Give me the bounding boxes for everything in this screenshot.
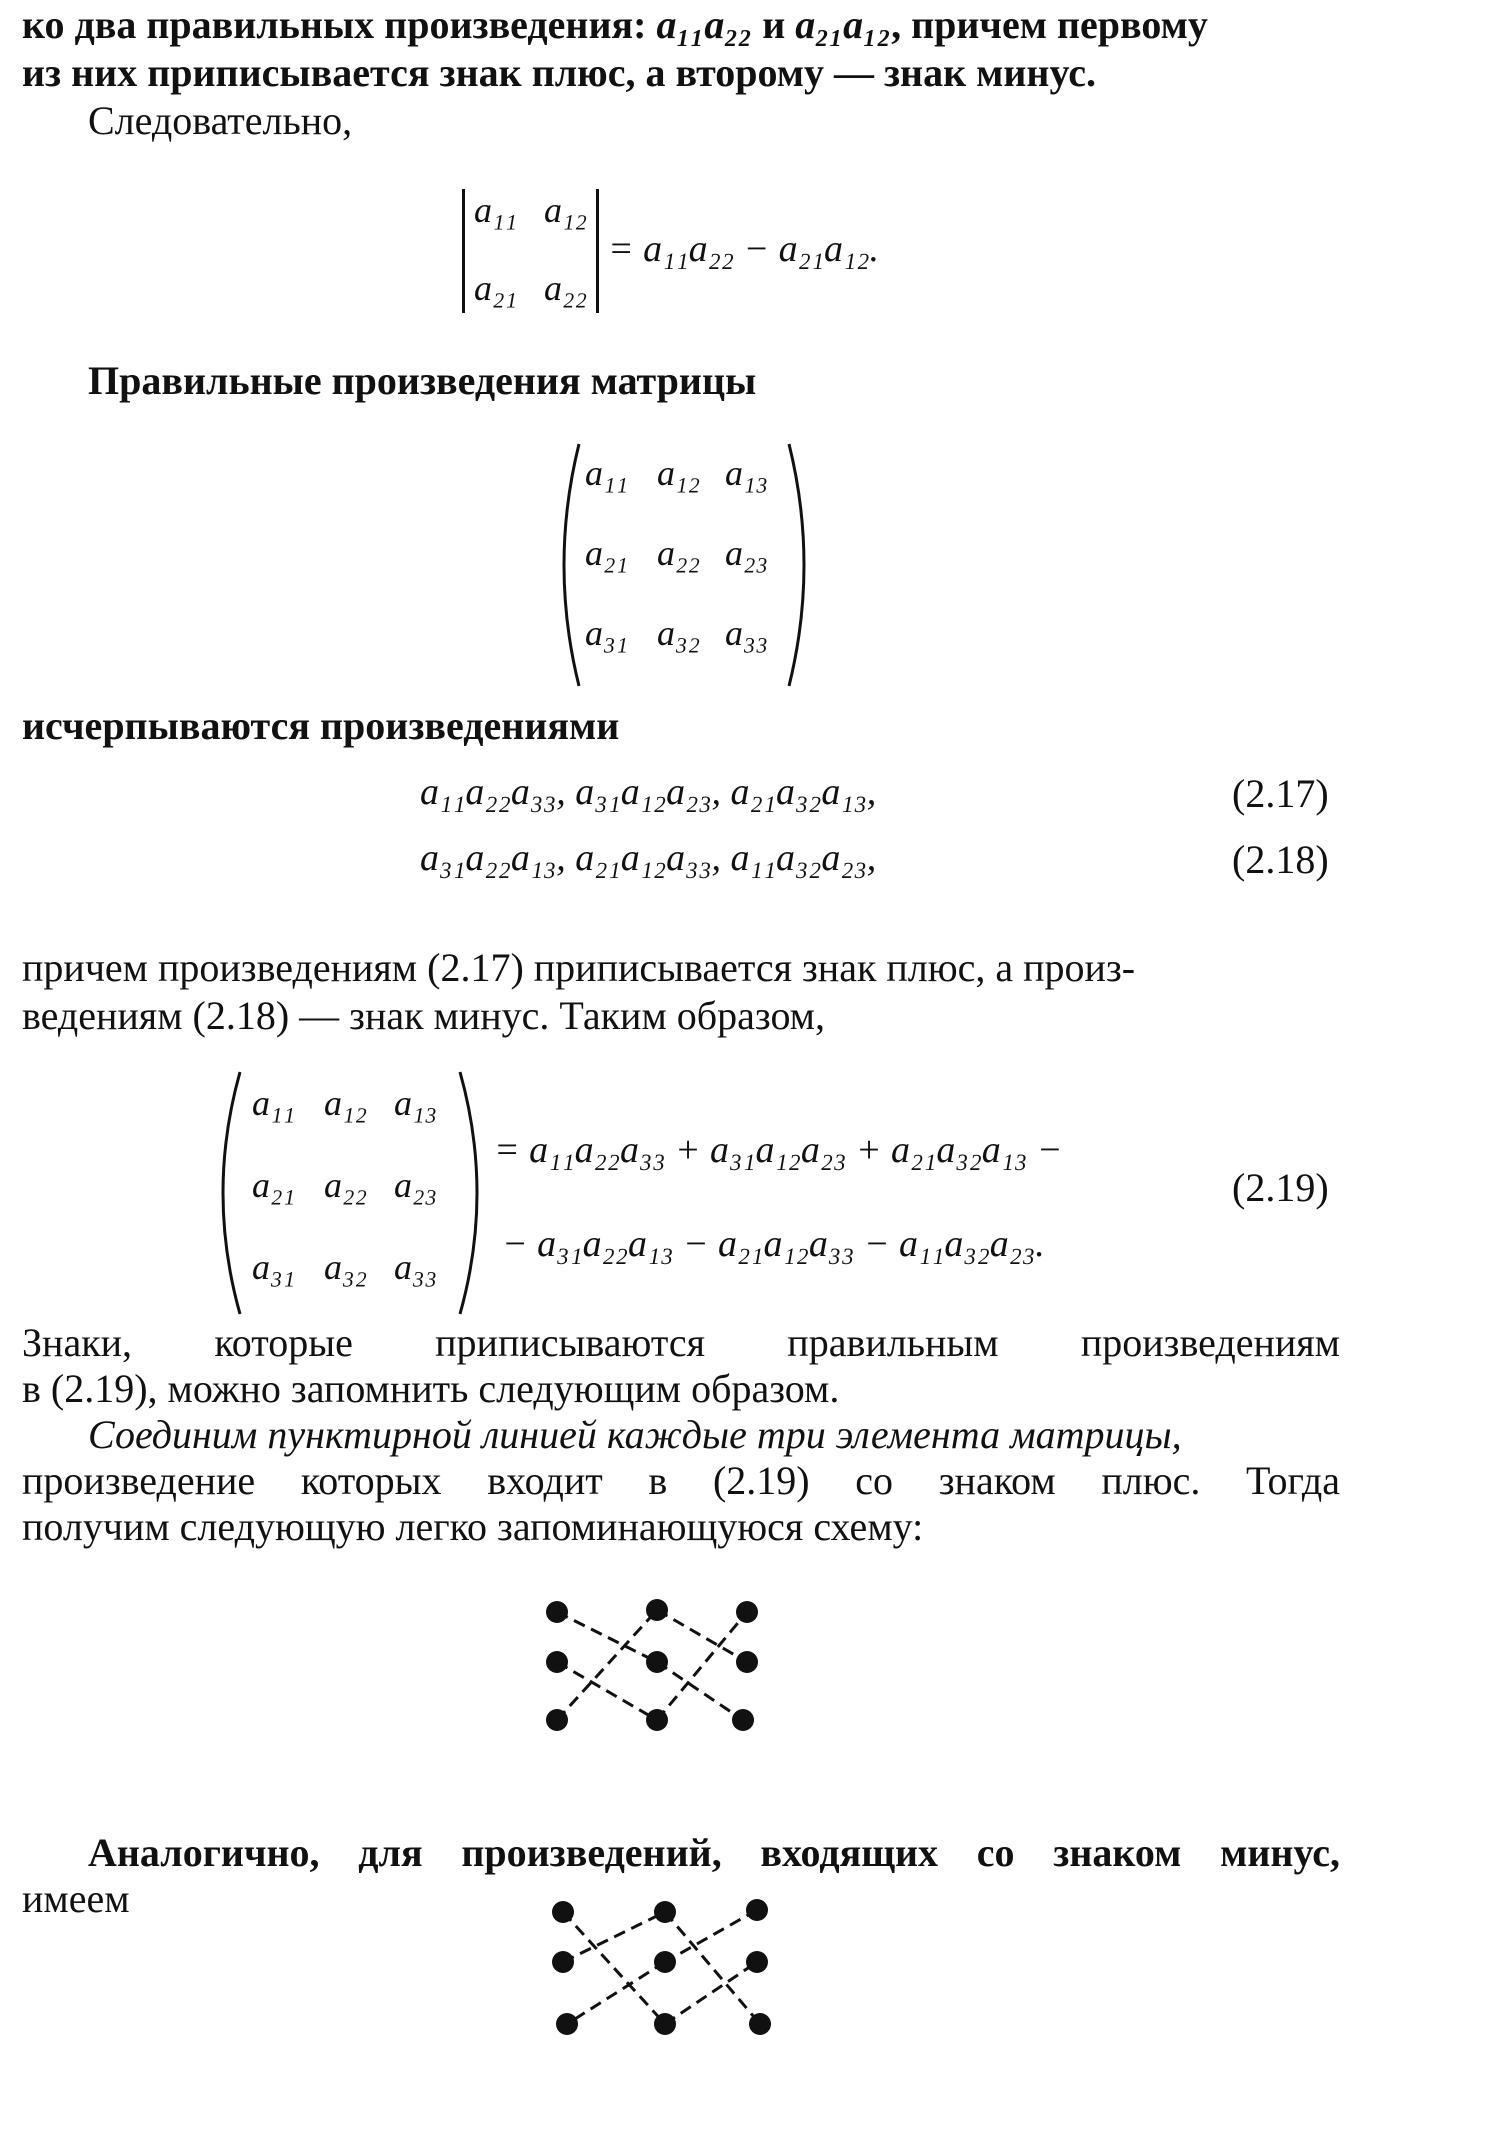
matrix-cell-a33: a₃₃ <box>725 613 769 653</box>
det-rhs: = a₁₁a₂₂ − a₂₁a₁₂. <box>608 228 879 270</box>
matrix-cell-a31: a₃₁ <box>585 613 629 653</box>
det-right-bar <box>596 189 599 313</box>
eq219-rhs-line-1: = a₁₁a₂₂a₃₃ + a₃₁a₁₂a₂₃ + a₂₁a₃₂a₁₃ − <box>494 1129 1063 1171</box>
para-remember-line-2: в (2.19), можно запомнить следующим образом. <box>22 1366 840 1411</box>
matrix-right-paren <box>783 440 813 690</box>
matrix-cell-a22: a₂₂ <box>657 533 701 573</box>
intro-text: ко два правильных произведения: <box>22 2 657 47</box>
det-left-bar <box>462 189 465 313</box>
det-cell-a11: a₁₁ <box>474 190 518 230</box>
para-connect-line-3: получим следующую легко запоминающуюся схему: <box>22 1504 924 1549</box>
para-remember-line-1: Знаки, которые приписываются правильным произведениям <box>22 1320 1340 1365</box>
para-connect-line-1: Соединим пунктирной линией каждые три элемента матрицы, <box>88 1412 1182 1457</box>
equation-number-2-19: (2.19) <box>1232 1165 1329 1210</box>
matrix-left-paren <box>555 440 585 690</box>
eq219-cell-a11: a₁₁ <box>252 1083 296 1123</box>
intro-line-1 <box>22 2 1352 48</box>
para-signs-line-1: причем произведениям (2.17) приписывается знак плюс, а произ- <box>22 945 1136 990</box>
minus-sign-scheme-diagram <box>545 1890 785 2050</box>
matrix-cell-a23: a₂₃ <box>725 533 769 573</box>
eq219-cell-a22: a₂₂ <box>324 1165 368 1205</box>
matrix-cell-a21: a₂₁ <box>585 533 629 573</box>
plus-sign-scheme-diagram <box>535 1590 775 1750</box>
para-analog-line-1: Аналогично, для произведений, входящих со знаком минус, <box>88 1830 1340 1875</box>
eq219-left-paren <box>212 1068 246 1318</box>
eq219-cell-a31: a₃₁ <box>252 1247 296 1287</box>
matrix-cell-a11: a₁₁ <box>585 453 629 493</box>
para-analog-line-2: имеем <box>22 1876 130 1921</box>
para-exhaust: исчерпываются произведениями <box>22 703 620 748</box>
eq219-cell-a32: a₃₂ <box>324 1247 368 1287</box>
para-matrix: Правильные произведения матрицы <box>88 358 757 403</box>
product-a21-a12: a₂₁a₁₂ <box>795 2 892 47</box>
intro-and: и <box>752 2 796 47</box>
determinant-2x2 <box>460 185 920 325</box>
product-a11-a22: a₁₁a₂₂ <box>656 2 753 47</box>
eq219-cell-a13: a₁₃ <box>394 1083 438 1123</box>
det-cell-a12: a₁₂ <box>544 190 588 230</box>
eq219-right-paren <box>454 1068 488 1318</box>
matrix-cell-a12: a₁₂ <box>657 453 701 493</box>
intro-line-3: Следовательно, <box>88 98 353 143</box>
intro-line-2: из них приписывается знак плюс, а второму — знак минус. <box>22 50 1096 95</box>
matrix-3x3 <box>555 440 815 690</box>
para-connect-line-2: произведение которых входит в (2.19) со знаком плюс. Тогда <box>22 1458 1340 1503</box>
eq219-cell-a33: a₃₃ <box>394 1247 438 1287</box>
eq219-cell-a21: a₂₁ <box>252 1165 296 1205</box>
equation-2-18: a₃₁a₂₂a₁₃, a₂₁a₁₂a₃₃, a₁₁a₃₂a₂₃, <box>420 837 877 879</box>
equation-number-2-18: (2.18) <box>1232 837 1329 882</box>
equation-2-17: a₁₁a₂₂a₃₃, a₃₁a₁₂a₂₃, a₂₁a₃₂a₁₃, <box>420 771 877 813</box>
eq219-rhs-line-2: − a₃₁a₂₂a₁₃ − a₂₁a₁₂a₃₃ − a₁₁a₃₂a₂₃. <box>502 1223 1045 1265</box>
equation-number-2-17: (2.17) <box>1232 771 1329 816</box>
matrix-cell-a13: a₁₃ <box>725 453 769 493</box>
intro-text-end: , причем первому <box>891 2 1208 47</box>
matrix-cell-a32: a₃₂ <box>657 613 701 653</box>
det-cell-a22: a₂₂ <box>544 268 588 308</box>
det-cell-a21: a₂₁ <box>474 268 518 308</box>
eq219-cell-a12: a₁₂ <box>324 1083 368 1123</box>
para-signs-line-2: ведениям (2.18) — знак минус. Таким образом, <box>22 993 825 1038</box>
eq219-cell-a23: a₂₃ <box>394 1165 438 1205</box>
